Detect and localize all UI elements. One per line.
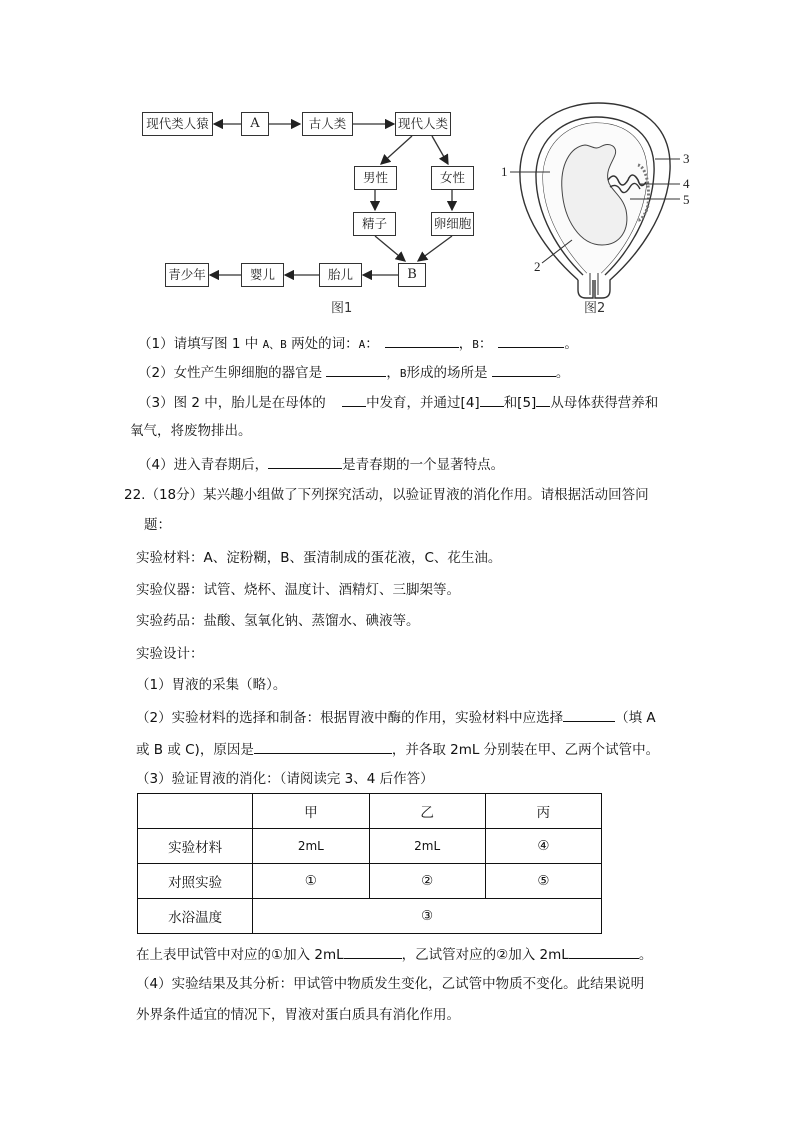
- q21-part-3-cont: 氧气，将废物排出。: [130, 423, 252, 439]
- q22-instruments: 实验仪器：试管、烧杯、温度计、酒精灯、三脚架等。: [136, 582, 460, 598]
- table-cell: 水浴温度: [138, 899, 253, 934]
- q22-step-2-text: （2）实验材料的选择和制备：根据胃液中酶的作用，实验材料中应选择: [136, 710, 564, 726]
- table-header-cell: 乙: [369, 794, 485, 829]
- q21-4-text: （4）进入青春期后，: [138, 457, 269, 473]
- table-header-row: [138, 794, 602, 829]
- q22-step-2-cont: [136, 739, 659, 759]
- q21-2-text2: 形成的场所是: [406, 365, 492, 381]
- uterus-illustration: [490, 95, 700, 305]
- uterus-label-1: 1: [501, 164, 508, 179]
- answer-blank-uterus[interactable]: [342, 392, 366, 407]
- box-female: 女性: [431, 166, 474, 190]
- q21-3-text2: 中发育，并通过[4]: [366, 395, 480, 411]
- q21-3-text: （3）图 2 中，胎儿是在母体的: [138, 395, 331, 411]
- answer-blank-puberty[interactable]: [268, 454, 342, 469]
- q21-3-text3: 和[5]: [503, 395, 537, 411]
- table-cell: ④: [485, 829, 601, 864]
- box-modern-human: 现代人类: [395, 112, 451, 136]
- q21-part-2: [138, 362, 569, 383]
- box-a: A: [241, 112, 269, 136]
- colon: ：: [478, 336, 493, 352]
- answer-blank-material-choice[interactable]: [563, 707, 615, 722]
- q21-part-1: [138, 333, 578, 354]
- q22-table-followup: [136, 944, 652, 964]
- q22-step-3: （3）验证胃液的消化：（请阅读完 3、4 后作答）: [136, 771, 434, 787]
- table-row: [138, 829, 602, 864]
- q21-1-b-label: B: [472, 338, 479, 351]
- b-label: B: [399, 367, 407, 380]
- uterus-label-3: 3: [683, 151, 690, 166]
- uterus-label-5: 5: [683, 192, 690, 207]
- box-egg-cell: 卵细胞: [431, 212, 474, 236]
- q21-3-text4: 从母体获得营养和: [550, 395, 659, 411]
- answer-blank-b[interactable]: [498, 333, 564, 348]
- answer-blank-tube-jia[interactable]: [344, 944, 402, 959]
- answer-blank-ovary[interactable]: [326, 362, 386, 377]
- colon: ：: [365, 336, 379, 352]
- table-cell: 实验材料: [138, 829, 253, 864]
- q22-step-2-text3: 或 B 或 C)，原因是: [136, 742, 254, 758]
- figure-2-caption: 图2: [584, 301, 606, 316]
- table-row: [138, 899, 602, 934]
- q21-4-text2: 是青春期的一个显著特点。: [342, 457, 505, 473]
- box-b: B: [398, 263, 426, 287]
- table-header-cell: 丙: [485, 794, 601, 829]
- table-row: [138, 864, 602, 899]
- q22-step-2-text4: ，并各取 2mL 分别装在甲、乙两个试管中。: [391, 742, 660, 758]
- q21-2-text: （2）女性产生卵细胞的器官是: [138, 365, 327, 381]
- q21-part-4: [138, 454, 504, 474]
- box-ancient-human: 古人类: [302, 112, 353, 136]
- q22-reagents: 实验药品：盐酸、氢氧化钠、蒸馏水、碘液等。: [136, 613, 420, 629]
- q22-step-4: （4）实验结果及其分析：甲试管中物质发生变化，乙试管中物质不变化。此结果说明: [136, 976, 645, 992]
- period: 。: [564, 336, 578, 352]
- box-infant: 婴儿: [241, 263, 284, 287]
- box-sperm: 精子: [353, 212, 396, 236]
- q21-1-a-label: A: [358, 338, 366, 351]
- table-cell: ②: [369, 864, 485, 899]
- comma: ，: [386, 365, 400, 381]
- q21-1-text2: 两处的词：: [286, 336, 359, 352]
- answer-blank-4[interactable]: [480, 392, 504, 407]
- q21-1-ab: A、B: [262, 338, 287, 351]
- q21-1-text: （1）请填写图 1 中: [138, 336, 263, 352]
- answer-blank-reason[interactable]: [254, 739, 392, 754]
- q22-followup-text2: ，乙试管对应的②加入 2mL: [401, 947, 569, 963]
- period: 。: [638, 947, 653, 963]
- uterus-label-2: 2: [534, 259, 541, 274]
- table-cell: 2mL: [253, 829, 369, 864]
- table-cell: 对照实验: [138, 864, 253, 899]
- box-adolescent: 青少年: [165, 263, 209, 287]
- answer-blank-fertilization-site[interactable]: [492, 362, 556, 377]
- q22-materials: 实验材料：A、淀粉糊，B、蛋清制成的蛋花液，C、花生油。: [136, 550, 502, 566]
- comma: ，: [458, 336, 473, 352]
- box-modern-ape: 现代类人猿: [142, 112, 213, 136]
- q22-step-2: [136, 707, 656, 727]
- experiment-table: [137, 793, 602, 934]
- q21-part-3: [138, 392, 658, 412]
- table-cell: ①: [253, 864, 369, 899]
- box-fetus: 胎儿: [319, 263, 362, 287]
- answer-blank-tube-yi[interactable]: [569, 944, 639, 959]
- figure-1-caption: 图1: [331, 301, 353, 316]
- answer-blank-5[interactable]: [536, 392, 550, 407]
- table-cell: ⑤: [485, 864, 601, 899]
- period: 。: [555, 365, 570, 381]
- q22-design: 实验设计：: [136, 646, 204, 662]
- table-header-cell: 甲: [253, 794, 369, 829]
- table-header-cell: [138, 794, 253, 829]
- q22-header-cont: 题：: [144, 517, 171, 533]
- q22-step-1: （1）胃液的采集（略）。: [136, 677, 287, 693]
- box-male: 男性: [354, 166, 397, 190]
- q22-followup-text: 在上表甲试管中对应的①加入 2mL: [136, 947, 344, 963]
- table-cell: ③: [253, 899, 602, 934]
- q22-step-4-cont: 外界条件适宜的情况下，胃液对蛋白质具有消化作用。: [136, 1007, 460, 1023]
- answer-blank-a[interactable]: [385, 333, 459, 348]
- q22-step-2-text2: （填 A: [615, 710, 656, 726]
- q22-header: 22.（18分）某兴趣小组做了下列探究活动，以验证胃液的消化作用。请根据活动回答问: [124, 487, 649, 503]
- uterus-label-4: 4: [683, 176, 690, 191]
- table-cell: 2mL: [369, 829, 485, 864]
